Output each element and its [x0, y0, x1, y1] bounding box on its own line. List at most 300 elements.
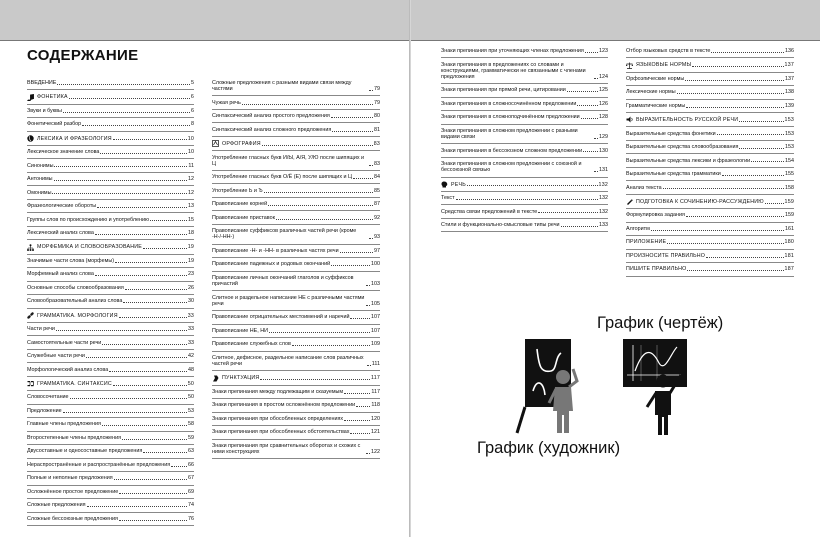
speaker-icon — [626, 116, 633, 123]
toc-entry[interactable] — [27, 80, 194, 90]
toc-entry[interactable] — [212, 155, 380, 171]
toc-section-heading[interactable] — [27, 135, 194, 146]
toc-entry[interactable] — [626, 212, 794, 222]
toc-entry[interactable] — [27, 367, 194, 377]
leader-dots — [87, 506, 187, 507]
pictogram-child-at-board — [511, 337, 585, 437]
toc-page-number: 105 — [371, 300, 380, 307]
pen-icon — [626, 198, 633, 205]
toc-page-number: 123 — [599, 48, 608, 54]
leader-dots — [739, 148, 784, 149]
toc-page-number: 137 — [785, 75, 794, 82]
leader-dots — [119, 317, 187, 318]
toc-page-number: 23 — [188, 271, 194, 278]
toc-entry-title: Группы слов по происхождению и употреблению — [27, 216, 150, 223]
toc-page-number: 122 — [371, 449, 380, 456]
toc-entry[interactable] — [441, 101, 608, 111]
toc-entry[interactable] — [212, 443, 380, 459]
toc-entry[interactable] — [27, 258, 194, 268]
toc-entry-title: Морфологический анализ слова — [27, 366, 109, 373]
toc-column-1 — [27, 80, 194, 529]
toc-page-number: 129 — [599, 134, 608, 141]
toc-entry-title: Формулировка задания — [626, 212, 685, 219]
toc-entry-title: Антонимы — [27, 176, 53, 183]
leader-dots — [581, 118, 598, 119]
leader-dots — [54, 166, 187, 167]
leader-dots — [687, 270, 783, 271]
toc-entry-title: Знаки препинания в бессоюзном сложном предложении — [441, 147, 583, 154]
leader-dots — [331, 265, 370, 266]
toc-entry-title: Значимые части слова (морфемы) — [27, 257, 114, 264]
toc-entry-title: Правописание -Н- и -НН- в различных частях речи — [212, 247, 339, 254]
toc-page-number: 131 — [599, 167, 608, 174]
toc-entry-title: РЕЧЬ — [451, 181, 466, 188]
toc-page-number: 120 — [371, 415, 380, 422]
toc-page-number: 5 — [191, 80, 194, 86]
toc-entry[interactable] — [441, 222, 608, 232]
caption-artist: График (художник) — [477, 439, 621, 457]
toc-entry[interactable] — [212, 295, 380, 311]
toc-entry-title: Основные способы словообразования — [27, 284, 124, 291]
toc-entry[interactable] — [212, 261, 380, 271]
toc-entry-title: Главные члены предложения — [27, 421, 101, 428]
toc-entry-title: Части речи — [27, 326, 55, 333]
toc-page-number: 92 — [374, 214, 380, 221]
toc-entry[interactable] — [27, 271, 194, 281]
leader-dots — [594, 138, 598, 139]
toc-entry[interactable] — [27, 462, 194, 472]
toc-entry-title: Фразеологические обороты — [27, 203, 97, 210]
toc-entry-title: Алгоритм — [626, 225, 650, 232]
leader-dots — [264, 192, 373, 193]
toc-section-heading[interactable] — [626, 253, 794, 263]
leader-dots — [594, 78, 598, 79]
toc-entry[interactable] — [27, 435, 194, 445]
toc-page-number: 109 — [371, 341, 380, 348]
leader-dots — [54, 180, 187, 181]
toc-page-number: 48 — [188, 366, 194, 373]
toc-entry-title: Словообразовательный анализ слова — [27, 298, 123, 305]
leader-dots — [594, 171, 598, 172]
leader-dots — [119, 520, 187, 521]
leader-dots — [114, 479, 187, 480]
toc-entry[interactable] — [626, 131, 794, 141]
toc-entry[interactable] — [441, 128, 608, 144]
toc-entry-title: Знаки препинания в сложносочинённом предложении — [441, 100, 577, 107]
toc-entry-title: Слитное, дефисное, раздельное написание слов различных частей речи — [212, 354, 364, 368]
toc-section-heading[interactable] — [626, 198, 794, 209]
toc-entry[interactable] — [626, 89, 794, 99]
toc-entry-title: Правописание личных окончаний глаголов и суффиксов причастий — [212, 274, 354, 288]
leader-dots — [344, 420, 370, 421]
toc-section-heading[interactable] — [626, 62, 794, 73]
toc-page-number: 10 — [188, 149, 194, 156]
toc-page-number: 11 — [188, 162, 194, 169]
left-page-rule — [0, 40, 409, 41]
pictogram-child-at-graph — [621, 337, 701, 437]
toc-entry[interactable] — [626, 76, 794, 86]
toc-entry[interactable] — [27, 394, 194, 404]
toc-entry[interactable] — [27, 121, 194, 131]
toc-page-number: 53 — [188, 407, 194, 414]
toc-entry-title: Правописание падежных и родовых окончаний — [212, 261, 331, 268]
leader-dots — [585, 52, 598, 53]
leader-dots — [561, 226, 598, 227]
toc-page-number: 13 — [188, 203, 194, 210]
toc-entry-title: Правописание НЕ, НИ — [212, 327, 269, 334]
toc-entry-title: Знаки препинания при уточняющих членах предложения — [441, 48, 584, 54]
leader-dots — [102, 425, 187, 426]
music-note-icon — [27, 94, 34, 101]
leader-dots — [332, 131, 373, 132]
leader-dots — [467, 185, 598, 186]
toc-entry[interactable] — [27, 149, 194, 159]
toc-entry[interactable] — [212, 174, 380, 184]
toc-column-4 — [626, 48, 794, 280]
leader-dots — [123, 302, 187, 303]
toc-page-number: 19 — [188, 257, 194, 264]
toc-entry[interactable] — [27, 489, 194, 499]
toc-entry[interactable] — [27, 108, 194, 118]
toc-page-number: 6 — [191, 107, 194, 114]
page-title: СОДЕРЖАНИЕ — [27, 47, 139, 64]
toc-entry-title: Выразительные средства фонетики — [626, 130, 716, 137]
toc-entry-title: Знаки препинания между подлежащим и сказуемым — [212, 388, 344, 395]
right-page-header-bar — [411, 0, 820, 41]
toc-entry-title: Употребление гласных букв О/Ё (Е) после шипящих и Ц — [212, 174, 353, 181]
toc-entry-title: Правописание отрицательных местоимений и наречий — [212, 314, 350, 321]
toc-page-number: 58 — [188, 421, 194, 428]
toc-entry[interactable] — [626, 144, 794, 154]
toc-entry-title: Синтаксический анализ сложного предложения — [212, 126, 332, 133]
caption-chart-drawing: График (чертёж) — [597, 314, 724, 332]
toc-entry[interactable] — [212, 201, 380, 211]
toc-entry-title: ВВЕДЕНИЕ — [27, 80, 57, 86]
toc-entry-title: Омонимы — [27, 189, 52, 196]
leader-dots — [171, 466, 187, 467]
toc-entry-title: Сложные предложения — [27, 502, 86, 509]
leader-dots — [686, 216, 784, 217]
leader-dots — [100, 153, 187, 154]
toc-entry[interactable] — [212, 228, 380, 244]
toc-entry-title: Текст — [441, 195, 455, 202]
leader-dots — [268, 205, 373, 206]
toc-entry[interactable] — [626, 158, 794, 168]
toc-entry[interactable] — [626, 103, 794, 113]
toc-entry-title: Орфоэпические нормы — [626, 75, 685, 82]
toc-page-number: 132 — [598, 181, 608, 188]
toc-entry[interactable] — [212, 275, 380, 291]
toc-entry[interactable] — [212, 355, 380, 371]
leader-dots — [70, 398, 187, 399]
toc-entry-title: Правописание суффиксов различных частей речи (кроме -Н-/-НН-) — [212, 228, 357, 241]
toc-page-number: 83 — [374, 160, 380, 167]
toc-entry-title: Анализ текста — [626, 184, 662, 191]
toc-entry[interactable] — [27, 230, 194, 240]
toc-entry[interactable] — [27, 203, 194, 213]
leader-dots — [56, 330, 187, 331]
leader-dots — [95, 234, 187, 235]
leader-dots — [765, 203, 784, 204]
toc-section-heading[interactable] — [626, 116, 794, 127]
toc-page-number: 8 — [191, 121, 194, 128]
toc-page-number: 19 — [187, 244, 194, 251]
toc-entry-title: Лексическое значение слова — [27, 149, 100, 156]
toc-page-number: 132 — [599, 195, 608, 202]
toc-entry[interactable] — [212, 248, 380, 258]
leader-dots — [242, 104, 373, 105]
leader-dots — [69, 98, 190, 99]
toc-entry[interactable] — [212, 314, 380, 324]
toc-entry[interactable] — [626, 226, 794, 236]
toc-entry-title: Осложнённое простое предложение — [27, 488, 119, 495]
leader-dots — [122, 439, 187, 440]
toc-page-number: 6 — [190, 94, 194, 101]
toc-page-number: 85 — [374, 187, 380, 194]
toc-entry[interactable] — [212, 389, 380, 399]
toc-entry[interactable] — [441, 195, 608, 205]
toc-entry[interactable] — [212, 328, 380, 338]
toc-entry-title: Чужая речь — [212, 99, 241, 106]
toc-entry[interactable] — [212, 100, 380, 110]
toc-page-number: 30 — [188, 298, 194, 305]
toc-page-number: 111 — [371, 361, 380, 368]
toc-page-number: 158 — [785, 184, 794, 191]
toc-entry[interactable] — [27, 340, 194, 350]
leader-dots — [456, 199, 598, 200]
toc-page-number: 153 — [785, 144, 794, 151]
toc-page-number: 107 — [371, 327, 380, 334]
toc-entry-title: Выразительные средства словообразования — [626, 144, 739, 151]
toc-entry[interactable] — [441, 114, 608, 124]
leader-dots — [113, 139, 187, 140]
toc-entry-title: Слитное и раздельное написание НЕ с различными частями речи — [212, 294, 365, 307]
toc-page-number: 117 — [371, 388, 380, 395]
toc-entry[interactable] — [27, 163, 194, 173]
leader-dots — [63, 112, 190, 113]
toc-entry-title: Второстепенные члены предложения — [27, 434, 122, 441]
toc-entry[interactable] — [27, 217, 194, 227]
toc-page-number: 159 — [784, 198, 794, 205]
toc-entry-title: ПРОИЗНОСИТЕ ПРАВИЛЬНО — [626, 252, 706, 259]
link-icon — [27, 312, 34, 319]
toc-page-number: 80 — [374, 113, 380, 120]
toc-column-2 — [212, 80, 380, 463]
toc-page-number: 66 — [188, 461, 194, 468]
toc-entry[interactable] — [441, 161, 608, 177]
leader-dots — [651, 230, 784, 231]
toc-entry[interactable] — [27, 176, 194, 186]
toc-page-number: 161 — [785, 225, 794, 232]
toc-entry-title: Знаки препинания при сравнительных оборотах и схожих с ними конструкциях — [212, 442, 361, 456]
leader-dots — [663, 188, 784, 189]
toc-entry[interactable] — [27, 408, 194, 418]
toc-section-heading[interactable] — [212, 140, 380, 151]
toc-page-number: 18 — [188, 230, 194, 237]
leader-dots — [369, 90, 373, 91]
leader-dots — [115, 262, 187, 263]
toc-entry-title: Синонимы — [27, 162, 54, 169]
leader-dots — [340, 252, 373, 253]
toc-entry-title: Стили и функционально-смысловые типы речи — [441, 222, 560, 229]
toc-page-number: 153 — [784, 117, 794, 124]
leader-dots — [677, 93, 784, 94]
toc-page-number: 132 — [599, 208, 608, 215]
leader-dots — [369, 165, 373, 166]
leader-dots — [260, 379, 370, 380]
toc-page-number: 50 — [187, 380, 194, 387]
leader-dots — [125, 289, 187, 290]
toc-page-number: 12 — [188, 189, 194, 196]
toc-page-number: 63 — [188, 448, 194, 455]
toc-page-number: 187 — [784, 266, 794, 273]
leader-dots — [344, 393, 370, 394]
toc-page-number: 79 — [374, 86, 380, 93]
toc-entry[interactable] — [212, 341, 380, 351]
toc-entry[interactable] — [27, 475, 194, 485]
toc-page-number: 97 — [374, 247, 380, 254]
toc-entry-title: Знаки препинания в сложном предложении с разными видами связи — [441, 127, 578, 141]
toc-page-number: 79 — [374, 99, 380, 106]
toc-entry-title: ЛЕКСИКА И ФРАЗЕОЛОГИЯ — [37, 135, 112, 142]
toc-entry-title: Знаки препинания в предложениях со словами и конструкциями, грамматически не связанными с членами предложения — [441, 61, 586, 80]
toc-entry[interactable] — [27, 516, 194, 526]
toc-entry-title: ЯЗЫКОВЫЕ НОРМЫ — [636, 62, 692, 69]
toc-section-heading[interactable] — [27, 380, 194, 391]
toc-page-number: 128 — [599, 114, 608, 121]
toc-entry-title: Предложение — [27, 407, 62, 414]
leader-dots — [706, 257, 783, 258]
leader-dots — [269, 332, 370, 333]
toc-page-number: 12 — [188, 176, 194, 183]
leader-dots — [119, 493, 187, 494]
toc-entry[interactable] — [626, 185, 794, 195]
spelling-icon — [212, 140, 219, 147]
toc-entry[interactable] — [212, 113, 380, 123]
toc-entry[interactable] — [27, 502, 194, 512]
leader-dots — [95, 275, 187, 276]
leader-dots — [350, 433, 370, 434]
leader-dots — [667, 243, 783, 244]
leader-dots — [722, 175, 784, 176]
toc-page-number: 126 — [599, 100, 608, 107]
toc-entry-title: ПРИЛОЖЕНИЕ — [626, 239, 667, 246]
toc-section-heading[interactable] — [212, 375, 380, 386]
toc-entry[interactable] — [27, 298, 194, 308]
toc-entry[interactable] — [27, 285, 194, 295]
toc-entry-title: Знаки препинания при обособленных определениях — [212, 415, 344, 422]
leader-dots — [86, 357, 187, 358]
toc-entry-title: Самостоятельные части речи — [27, 339, 102, 346]
toc-entry[interactable] — [212, 416, 380, 426]
toc-page-number: 83 — [373, 141, 380, 147]
toc-entry[interactable] — [441, 87, 608, 97]
toc-entry-title: ГРАММАТИКА. СИНТАКСИС — [37, 380, 112, 387]
leader-dots — [356, 406, 370, 407]
toc-page-number: 125 — [599, 87, 608, 94]
toc-entry[interactable] — [626, 48, 794, 58]
toc-page-number: 154 — [785, 157, 794, 164]
toc-page-number: 136 — [785, 48, 794, 54]
leader-dots — [717, 134, 784, 135]
toc-page-number: 50 — [188, 394, 194, 401]
toc-section-heading[interactable] — [27, 244, 194, 255]
toc-entry-title: Фонетический разбор — [27, 121, 82, 128]
leader-dots — [150, 220, 187, 221]
leader-dots — [113, 385, 187, 386]
toc-entry-title: Словосочетание — [27, 394, 69, 401]
toc-page-number: 159 — [785, 212, 794, 219]
leader-dots — [292, 345, 370, 346]
leader-dots — [583, 151, 598, 152]
toc-entry-title: Грамматические нормы — [626, 102, 686, 109]
toc-section-heading[interactable] — [441, 181, 608, 192]
tree-icon — [27, 244, 34, 251]
toc-page-number: 10 — [187, 135, 194, 142]
toc-page-number: 130 — [599, 147, 608, 154]
toc-entry[interactable] — [212, 188, 380, 198]
toc-entry[interactable] — [212, 127, 380, 137]
toc-entry-title: Знаки препинания в сложном предложении с союзной и бессоюзной связью — [441, 161, 582, 174]
toc-entry-title: Синтаксический анализ простого предложения — [212, 113, 330, 120]
toc-page-number: 103 — [371, 281, 380, 288]
toc-entry[interactable] — [441, 148, 608, 158]
leader-dots — [685, 80, 784, 81]
toc-entry[interactable] — [27, 353, 194, 363]
toc-section-heading[interactable] — [626, 266, 794, 276]
toc-entry[interactable] — [27, 326, 194, 336]
toc-entry[interactable] — [441, 62, 608, 85]
toc-page-number: 133 — [599, 222, 608, 229]
toc-page-number: 26 — [188, 284, 194, 291]
toc-page-number: 59 — [188, 434, 194, 441]
toc-entry-title: Нераспространённые и распространённые предложения — [27, 461, 171, 468]
toc-entry-title: Знаки препинания в простом осложнённом предложении — [212, 402, 356, 409]
toc-entry-title: Употребление гласных букв И/Ы, А/Я, У/Ю после шипящих и Ц — [212, 154, 365, 167]
toc-entry[interactable] — [441, 48, 608, 58]
toc-entry[interactable] — [27, 448, 194, 458]
toc-page-number: 155 — [785, 171, 794, 178]
toc-entry-title: Служебные части речи — [27, 353, 85, 360]
toc-section-heading[interactable] — [626, 239, 794, 249]
toc-entry-title: ОРФОГРАФИЯ — [222, 141, 261, 147]
toc-entry[interactable] — [212, 429, 380, 439]
toc-page-number: 33 — [188, 339, 194, 346]
toc-page-number: 118 — [371, 402, 380, 409]
toc-column-3 — [441, 48, 608, 236]
toc-section-heading[interactable] — [27, 312, 194, 323]
toc-entry[interactable] — [212, 402, 380, 412]
leader-dots — [109, 371, 187, 372]
toc-entry[interactable] — [626, 171, 794, 181]
toc-entry[interactable] — [212, 80, 380, 96]
toc-entry-title: МОРФЕМИКА И СЛОВООБРАЗОВАНИЕ — [37, 244, 143, 251]
toc-entry[interactable] — [27, 190, 194, 200]
toc-entry-title: Сложные предложения с разными видами связи между частями — [212, 80, 352, 93]
scales-icon — [626, 62, 633, 69]
toc-entry[interactable] — [27, 421, 194, 431]
toc-section-heading[interactable] — [27, 94, 194, 105]
toc-page-number: 74 — [188, 502, 194, 509]
toc-page-number: 107 — [371, 314, 380, 321]
toc-entry-title: Отбор языковых средств в тексте — [626, 48, 711, 54]
speech-head-icon — [441, 181, 448, 188]
toc-page-number: 69 — [188, 488, 194, 495]
leader-dots — [97, 207, 187, 208]
toc-entry[interactable] — [441, 209, 608, 219]
toc-entry[interactable] — [212, 215, 380, 225]
toc-entry-title: ПОДГОТОВКА К СОЧИНЕНИЮ-РАССУЖДЕНИЮ — [636, 198, 764, 205]
